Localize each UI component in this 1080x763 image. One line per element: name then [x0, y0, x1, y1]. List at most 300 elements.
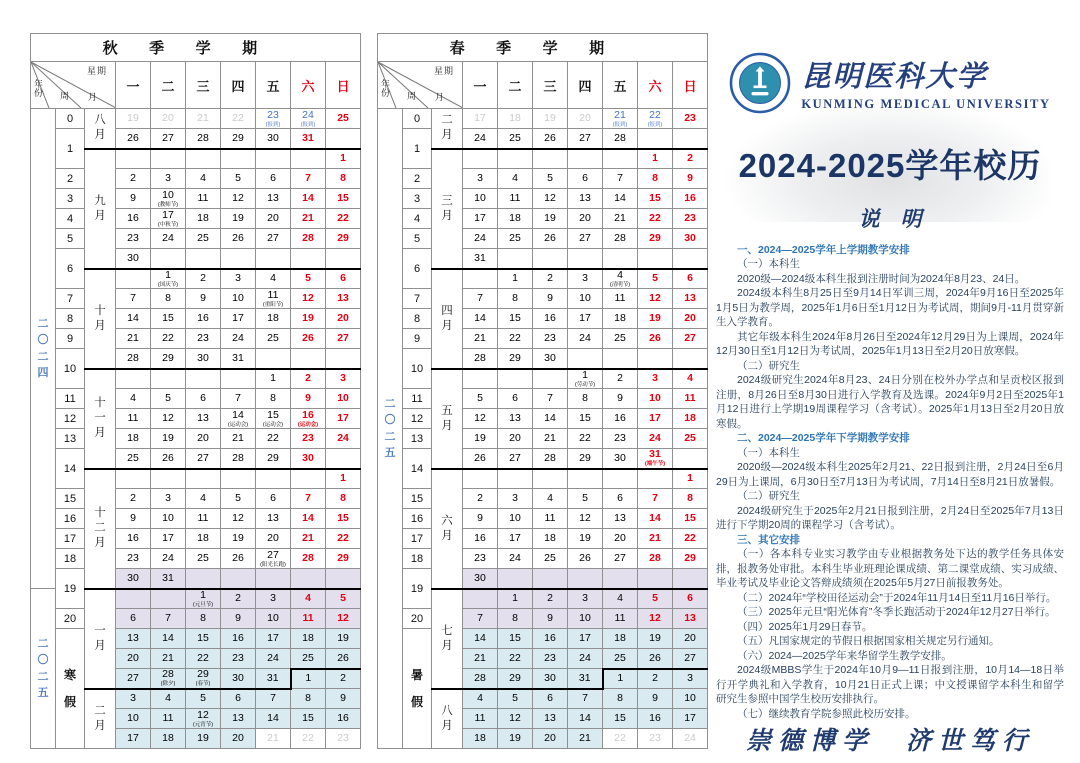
date-cell: 20 — [568, 109, 603, 129]
date-cell: 24 — [673, 729, 708, 749]
date-cell: 31 — [221, 349, 256, 369]
date-cell — [221, 369, 256, 389]
date-cell: 10 — [116, 709, 151, 729]
date-cell: 17 — [498, 529, 533, 549]
date-cell: 12 — [533, 189, 568, 209]
date-cell: 5 — [533, 169, 568, 189]
date-cell: 10 — [638, 389, 673, 409]
month-label: 十 一 月 — [85, 369, 116, 469]
date-cell: 25 — [291, 649, 326, 669]
date-cell: 3 — [151, 169, 186, 189]
date-cell — [186, 149, 221, 169]
date-cell: 17 — [256, 629, 291, 649]
date-cell: 24 — [498, 549, 533, 569]
date-cell: 18 — [603, 629, 638, 649]
date-cell: 20 — [256, 209, 291, 229]
date-cell: 2 — [116, 489, 151, 509]
date-cell: 2 — [638, 669, 673, 689]
date-cell: 20 — [151, 109, 186, 129]
week-number: 5 — [403, 229, 432, 249]
date-cell: 14 — [463, 629, 498, 649]
date-cell: 25 — [603, 329, 638, 349]
date-cell — [568, 349, 603, 369]
date-cell: 8 — [326, 169, 361, 189]
notes-paragraph: （一）本科生 — [737, 446, 800, 459]
date-cell: 19 — [533, 109, 568, 129]
date-cell — [533, 149, 568, 169]
date-cell: 8 — [326, 489, 361, 509]
date-cell: 10 — [673, 689, 708, 709]
date-cell: 6 — [256, 489, 291, 509]
week-number: 18 — [403, 549, 432, 569]
date-cell: 4 — [256, 269, 291, 289]
week-number: 16 — [56, 509, 85, 529]
date-cell — [498, 569, 533, 589]
date-cell: 19 — [291, 309, 326, 329]
date-cell: 24 — [638, 429, 673, 449]
date-cell: 1 (国庆节) — [151, 269, 186, 289]
date-cell: 29 (春节) — [186, 669, 221, 689]
date-cell — [326, 569, 361, 589]
date-cell: 15 — [151, 309, 186, 329]
notes-paragraph: （三）2025年元旦“阳光体育”冬季长跑活动于2024年12月27日举行。 — [737, 606, 1056, 619]
date-cell: 2 — [533, 269, 568, 289]
date-cell: 3 — [568, 589, 603, 609]
weekday-header: 三 — [186, 62, 221, 109]
date-cell: 3 — [256, 589, 291, 609]
date-cell — [291, 249, 326, 269]
date-cell: 1 (元旦节) — [186, 589, 221, 609]
date-cell: 22 — [603, 729, 638, 749]
date-cell: 15 — [291, 709, 326, 729]
weekday-header: 二 — [151, 62, 186, 109]
notes-paragraph: 2024级本科生8月25日至9月14日军训三周，2024年9月16日至2025年1月5日为教学周，2025年1月6日至1月12日为考试周，期间9月-11月贯穿新生入学教育。 — [716, 287, 1064, 329]
date-cell — [498, 249, 533, 269]
date-cell: 9 — [603, 389, 638, 409]
date-cell — [256, 149, 291, 169]
date-cell: 18 — [186, 209, 221, 229]
date-cell — [151, 249, 186, 269]
corner-weekday-label: 星期 — [86, 66, 107, 76]
date-cell: 18 — [463, 729, 498, 749]
week-number: 2 — [56, 169, 85, 189]
date-cell: 29 — [151, 349, 186, 369]
date-cell: 27 — [326, 329, 361, 349]
notes-heading: 说 明 — [858, 206, 922, 231]
university-names — [801, 54, 1050, 112]
date-cell: 30 — [463, 569, 498, 589]
date-cell: 21 — [603, 209, 638, 229]
date-cell: 15 — [326, 189, 361, 209]
date-cell: 16 — [463, 529, 498, 549]
date-cell: 8 — [256, 389, 291, 409]
academic-year-title: 2024-2025学年校历 — [738, 147, 1042, 184]
corner-year-label: 年 份 — [381, 79, 391, 99]
date-cell: 28 — [221, 449, 256, 469]
date-cell: 26 — [221, 229, 256, 249]
month-label: 八 月 — [432, 689, 463, 749]
corner-cell — [31, 62, 116, 109]
date-cell: 8 — [603, 689, 638, 709]
date-cell: 17 — [673, 709, 708, 729]
date-cell: 19 — [116, 109, 151, 129]
date-cell: 7 — [603, 169, 638, 189]
date-cell: 29 — [673, 549, 708, 569]
date-cell: 4 — [463, 689, 498, 709]
week-number: 5 — [56, 229, 85, 249]
date-cell: 20 — [256, 529, 291, 549]
date-cell: 30 — [221, 669, 256, 689]
date-cell: 24 — [256, 649, 291, 669]
date-cell: 4 — [498, 169, 533, 189]
date-cell: 8 — [568, 389, 603, 409]
date-cell: 8 — [186, 609, 221, 629]
date-cell: 8 — [638, 169, 673, 189]
university-name-en: KUNMING MEDICAL UNIVERSITY — [801, 97, 1051, 111]
date-cell: 26 — [533, 229, 568, 249]
date-cell: 6 — [498, 389, 533, 409]
date-cell: 8 — [151, 289, 186, 309]
notes-paragraph: （六）2024—2025学年来华留学生教学安排。 — [737, 649, 952, 662]
date-cell: 16 — [533, 309, 568, 329]
date-cell: 18 — [498, 109, 533, 129]
date-cell: 28 — [291, 229, 326, 249]
notes-paragraph: 2024级MBBS学生于2024年10月9—11日报到注册，10月14—18日举行开学典礼和入学教育，10月21日正式上课；中文授课留学本科生和留学研究生参照中国学生校历安排执行。 — [716, 664, 1064, 706]
date-cell — [673, 449, 708, 469]
date-cell: 1 — [291, 669, 326, 689]
date-cell — [568, 149, 603, 169]
month-label: 一 月 — [85, 589, 116, 689]
date-cell: 11 — [673, 389, 708, 409]
date-cell: 7 — [291, 489, 326, 509]
date-cell: 30 — [116, 569, 151, 589]
date-cell: 5 — [568, 489, 603, 509]
corner-month-label: 月 — [435, 92, 445, 102]
week-number: 19 — [403, 569, 432, 609]
date-cell: 29 — [221, 129, 256, 149]
date-cell: 31 — [151, 569, 186, 589]
date-cell: 12 — [151, 409, 186, 429]
date-cell: 22 — [673, 529, 708, 549]
date-cell: 1 — [256, 369, 291, 389]
weekday-header: 三 — [533, 62, 568, 109]
date-cell: 12 — [291, 289, 326, 309]
date-cell: 5 — [638, 269, 673, 289]
date-cell: 22 — [498, 329, 533, 349]
date-cell: 2 — [533, 589, 568, 609]
date-cell — [186, 469, 221, 489]
date-cell: 9 — [116, 509, 151, 529]
university-logo-icon — [729, 52, 791, 114]
date-cell: 11 — [291, 609, 326, 629]
week-number: 0 — [56, 109, 85, 129]
date-cell: 12 — [221, 509, 256, 529]
date-cell: 29 — [326, 229, 361, 249]
date-cell: 27 — [116, 669, 151, 689]
university-name-cn: 昆明医科大学 — [801, 59, 988, 93]
date-cell: 24 — [568, 329, 603, 349]
week-number: 4 — [56, 209, 85, 229]
date-cell: 3 — [638, 369, 673, 389]
date-cell — [533, 469, 568, 489]
notes-paragraph: 其它年级本科生2024年8月26日至2024年12月29日为上课周，2024年12月30日至1月12日为考试周，2025年1月13日至2月20日放寒假。 — [716, 330, 1064, 358]
date-cell: 16 — [221, 629, 256, 649]
date-cell — [638, 249, 673, 269]
date-cell: 4 — [603, 589, 638, 609]
date-cell: 15 (运动会) — [256, 409, 291, 429]
date-cell: 31 — [463, 249, 498, 269]
date-cell: 19 — [186, 729, 221, 749]
date-cell: 16 — [673, 189, 708, 209]
date-cell: 22 — [291, 729, 326, 749]
date-cell: 21 — [568, 729, 603, 749]
date-cell — [116, 469, 151, 489]
date-cell: 18 — [533, 529, 568, 549]
notes-paragraphs — [716, 243, 1064, 721]
notes-paragraph: （二）研究生 — [737, 490, 800, 503]
date-cell: 19 — [638, 629, 673, 649]
date-cell — [116, 589, 151, 609]
date-cell: 27 — [603, 549, 638, 569]
date-cell: 26 — [221, 549, 256, 569]
date-cell: 1 (劳动节) — [568, 369, 603, 389]
month-label: 九 月 — [85, 149, 116, 269]
date-cell: 26 — [463, 449, 498, 469]
date-cell: 14 — [151, 629, 186, 649]
month-label: 十 月 — [85, 269, 116, 369]
date-cell: 13 — [256, 509, 291, 529]
date-cell: 28 — [638, 549, 673, 569]
date-cell: 11 (重阳节) — [256, 289, 291, 309]
weekday-header: 五 — [603, 62, 638, 109]
date-cell — [291, 349, 326, 369]
date-cell: 4 — [186, 169, 221, 189]
week-number: 10 — [403, 349, 432, 389]
notes-paragraph: （七）继续教育学院参照此校历安排。 — [737, 707, 916, 720]
week-number: 8 — [403, 309, 432, 329]
date-cell: 15 — [498, 309, 533, 329]
date-cell: 3 — [326, 369, 361, 389]
date-cell: 12 — [326, 609, 361, 629]
date-cell: 19 — [498, 729, 533, 749]
week-number: 1 — [403, 129, 432, 169]
date-cell: 2 — [326, 669, 361, 689]
date-cell: 2 — [673, 149, 708, 169]
date-cell: 12 — [463, 409, 498, 429]
date-cell: 11 — [463, 709, 498, 729]
date-cell: 29 — [638, 229, 673, 249]
date-cell: 10 — [256, 609, 291, 629]
corner-weekday-label: 星期 — [433, 66, 454, 76]
date-cell — [568, 249, 603, 269]
date-cell: 18 — [673, 409, 708, 429]
week-number: 14 — [56, 449, 85, 489]
date-cell: 21 — [638, 529, 673, 549]
week-number: 20 — [403, 609, 432, 629]
date-cell: 24 — [568, 649, 603, 669]
date-cell — [326, 449, 361, 469]
date-cell: 30 — [256, 129, 291, 149]
month-label: 六 月 — [432, 469, 463, 589]
date-cell: 17 — [151, 529, 186, 549]
date-cell: 20 — [533, 729, 568, 749]
date-cell: 19 — [533, 209, 568, 229]
autumn-semester-table — [30, 33, 361, 749]
date-cell: 7 — [463, 609, 498, 629]
vacation-label: 暑 假 — [403, 629, 432, 749]
date-cell: 8 — [498, 289, 533, 309]
date-cell: 15 — [186, 629, 221, 649]
info-panel — [716, 26, 1064, 755]
week-number: 14 — [403, 449, 432, 489]
week-number: 12 — [56, 409, 85, 429]
date-cell: 27 — [498, 449, 533, 469]
weekday-header: 四 — [568, 62, 603, 109]
date-cell — [603, 249, 638, 269]
date-cell: 23 — [638, 729, 673, 749]
date-cell: 11 — [116, 409, 151, 429]
date-cell: 22 — [186, 649, 221, 669]
date-cell: 20 — [568, 209, 603, 229]
year-label: 二 〇 二 五 — [378, 109, 403, 749]
date-cell: 9 — [638, 689, 673, 709]
year-label: 二 〇 二 四 — [31, 109, 56, 589]
date-cell: 15 — [673, 509, 708, 529]
date-cell — [221, 149, 256, 169]
date-cell: 11 — [603, 289, 638, 309]
date-cell: 13 — [673, 609, 708, 629]
date-cell: 29 — [326, 549, 361, 569]
date-cell: 30 — [603, 449, 638, 469]
date-cell: 28 — [603, 129, 638, 149]
date-cell: 13 — [221, 709, 256, 729]
date-cell: 3 — [673, 669, 708, 689]
week-number: 13 — [403, 429, 432, 449]
date-cell — [221, 249, 256, 269]
date-cell: 12 — [498, 709, 533, 729]
date-cell: 20 — [116, 649, 151, 669]
notes-paragraph: 2024级研究生于2025年2月21日报到注册，2月24日至2025年7月13日进行下学期20周的课程学习（含考试）。 — [716, 504, 1064, 532]
date-cell: 17 — [463, 109, 498, 129]
date-cell: 22 — [326, 529, 361, 549]
date-cell: 18 — [256, 309, 291, 329]
date-cell: 9 — [116, 189, 151, 209]
date-cell: 2 — [116, 169, 151, 189]
date-cell: 28 — [533, 449, 568, 469]
notes-paragraph: 2024级研究生2024年8月23、24日分别在校外办学点和呈贡校区报到注册，8月26日至8月30日进行入学教育及选课。2024年9月2日至2025年1月12日进行上学期19周课程学习（含考试）。2025年1月13日至2月20日放寒假。 — [716, 374, 1064, 430]
date-cell: 8 — [291, 689, 326, 709]
date-cell: 28 — [463, 669, 498, 689]
date-cell: 2 — [221, 589, 256, 609]
date-cell: 28 — [603, 229, 638, 249]
date-cell: 24 — [463, 129, 498, 149]
date-cell: 23 — [116, 549, 151, 569]
date-cell: 17 (中秋节) — [151, 209, 186, 229]
date-cell — [463, 589, 498, 609]
date-cell: 24 — [326, 429, 361, 449]
date-cell — [673, 249, 708, 269]
date-cell: 3 — [568, 269, 603, 289]
date-cell: 6 — [326, 269, 361, 289]
date-cell — [291, 149, 326, 169]
week-number: 15 — [56, 489, 85, 509]
weekday-header: 六 — [291, 62, 326, 109]
date-cell: 1 — [673, 469, 708, 489]
corner-year-label: 年 份 — [34, 79, 44, 99]
year-label: 二 〇 二 五 — [31, 589, 56, 749]
date-cell: 28 — [186, 129, 221, 149]
date-cell — [291, 569, 326, 589]
date-cell: 20 — [498, 429, 533, 449]
date-cell: 22 — [498, 649, 533, 669]
date-cell: 18 — [498, 209, 533, 229]
date-cell: 22 — [638, 209, 673, 229]
week-number: 7 — [403, 289, 432, 309]
date-cell: 28 (除夕) — [151, 669, 186, 689]
date-cell: 12 (元宵节) — [186, 709, 221, 729]
date-cell: 27 — [186, 449, 221, 469]
week-number: 2 — [403, 169, 432, 189]
date-cell: 8 — [673, 489, 708, 509]
calendar-title: 秋季学期 — [31, 34, 361, 62]
date-cell: 31 — [568, 669, 603, 689]
date-cell: 12 — [221, 189, 256, 209]
date-cell: 14 (运动会) — [221, 409, 256, 429]
date-cell: 28 — [463, 349, 498, 369]
date-cell: 29 — [498, 669, 533, 689]
weekday-header: 五 — [256, 62, 291, 109]
date-cell: 12 — [638, 609, 673, 629]
date-cell: 26 — [638, 329, 673, 349]
date-cell — [673, 569, 708, 589]
date-cell: 31 (端午节) — [638, 449, 673, 469]
date-cell — [603, 149, 638, 169]
date-cell: 4 — [186, 489, 221, 509]
date-cell — [256, 569, 291, 589]
date-cell: 17 — [568, 629, 603, 649]
week-number: 19 — [56, 569, 85, 609]
date-cell: 25 — [256, 329, 291, 349]
date-cell: 30 — [116, 249, 151, 269]
date-cell: 24 (报到) — [291, 109, 326, 129]
date-cell: 11 — [151, 709, 186, 729]
date-cell: 25 — [673, 429, 708, 449]
month-label: 八 月 — [85, 109, 116, 149]
date-cell: 30 — [291, 449, 326, 469]
date-cell: 13 — [673, 289, 708, 309]
date-cell: 14 — [603, 189, 638, 209]
week-number: 4 — [403, 209, 432, 229]
date-cell: 22 — [326, 209, 361, 229]
date-cell — [256, 469, 291, 489]
date-cell: 14 — [256, 709, 291, 729]
date-cell: 16 — [186, 309, 221, 329]
week-number: 3 — [403, 189, 432, 209]
date-cell: 11 — [186, 509, 221, 529]
date-cell: 21 (报到) — [603, 109, 638, 129]
month-label: 五 月 — [432, 369, 463, 469]
date-cell: 25 — [603, 649, 638, 669]
week-number: 18 — [56, 549, 85, 569]
date-cell: 19 — [221, 209, 256, 229]
date-cell: 1 — [498, 589, 533, 609]
date-cell: 4 — [673, 369, 708, 389]
date-cell: 21 — [291, 209, 326, 229]
date-cell: 27 — [568, 229, 603, 249]
date-cell: 25 — [326, 109, 361, 129]
week-number: 8 — [56, 309, 85, 329]
date-cell: 2 — [291, 369, 326, 389]
